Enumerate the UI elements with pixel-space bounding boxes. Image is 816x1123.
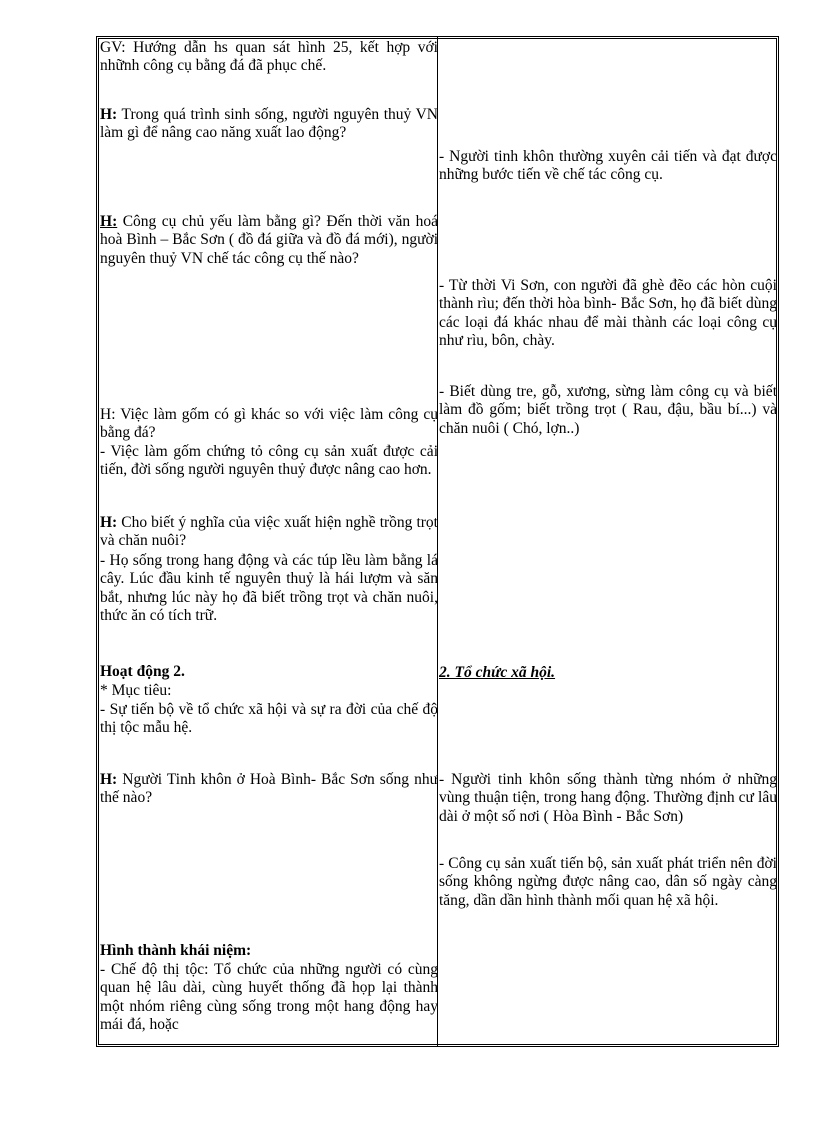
activity-title-text: Hoạt động 2. [100, 663, 185, 680]
section-2-heading [439, 664, 777, 682]
answer-3 [100, 443, 438, 480]
question-3-text: H: Việc làm gốm có gì khác so với việc làm công cụ bằng đá? [100, 406, 438, 442]
answer-4-text: - Họ sống trong hang động và các túp lều làm bằng lá cây. Lúc đầu kinh tế nguyên thuỷ là hái lượm và săn bắt, nhưng lúc này họ đã biết trồng trọt và chăn nuôi, thức ăn có tích trữ. [100, 552, 438, 624]
concept-title [100, 942, 438, 960]
answer-4 [100, 552, 438, 625]
answer-2a-text: - Từ thời Vi Sơn, con người đã ghè đẽo các hòn cuội thành rìu; đến thời hòa bình- Bắc Sơn, họ đã biết dùng các loại đá khác nhau để mài thành các loại công cụ như rìu, bôn, chày. [439, 277, 777, 349]
answer-5b-text: - Công cụ sản xuất tiến bộ, sản xuất phát triển nên đời sống không ngừng được nâng cao, dân số ngày càng tăng, dần dần hình thành mối quan hệ xã hội. [439, 855, 777, 909]
goal-label [100, 682, 438, 700]
concept-definition [100, 961, 438, 1034]
answer-2b [439, 383, 777, 438]
answer-2a [439, 277, 777, 350]
question-3 [100, 406, 438, 443]
question-4-label: H: [100, 514, 118, 531]
question-2-colon: : [112, 213, 118, 230]
question-5-label: H: [100, 771, 118, 788]
answer-5b [439, 855, 777, 910]
teacher-instruction [100, 39, 438, 76]
question-2-text: Công cụ chủ yếu làm bằng gì? Đến thời văn hoá hoà Bình – Bắc Sơn ( đồ đá giữa và đồ đá mới), người nguyên thuỷ VN chế tác công cụ thế nào? [100, 213, 438, 267]
activity-title [100, 663, 438, 681]
goal-text [100, 701, 438, 738]
question-2 [100, 213, 438, 268]
answer-2b-text: - Biết dùng tre, gỗ, xương, sừng làm công cụ và biết làm đồ gốm; biết trồng trọt ( Rau, đậu, bầu bí...) và chăn nuôi ( Chó, lợn..) [439, 383, 777, 437]
lesson-table [96, 36, 779, 1047]
answer-5a [439, 771, 777, 826]
question-1-label: H: [100, 106, 118, 123]
answer-3-text: - Việc làm gốm chứng tỏ công cụ sản xuất được cải tiến, đời sống người nguyên thuỷ được nâng cao hơn. [100, 443, 438, 479]
answer-5a-text: - Người tinh khôn sống thành từng nhóm ở những vùng thuận tiện, trong hang động. Thường định cư lâu dài ở một số nơi ( Hòa Bình - Bắc Sơn) [439, 771, 777, 825]
question-1-text: Trong quá trình sinh sống, người nguyên thuỷ VN làm gì để nâng cao năng xuất lao động? [100, 106, 438, 142]
goal-label-text: * Mục tiêu: [100, 682, 172, 699]
concept-title-text: Hình thành khái niệm: [100, 942, 252, 959]
student-column [439, 37, 777, 1046]
teacher-instruction-text: GV: Hướng dẫn hs quan sát hình 25, kết hợp với nhữnh công cụ bằng đá đã phục chế. [100, 39, 438, 75]
question-4 [100, 514, 438, 551]
question-5 [100, 771, 438, 808]
answer-1-text: - Người tinh khôn thường xuyên cải tiến và đạt được những bước tiến về chế tác công cụ. [439, 148, 777, 184]
answer-1 [439, 148, 777, 185]
question-4-text: Cho biết ý nghĩa của việc xuất hiện nghề trồng trọt và chăn nuôi? [100, 514, 438, 550]
section-2-heading-text: 2. Tổ chức xã hội. [439, 664, 556, 681]
question-5-text: Người Tinh khôn ở Hoà Bình- Bắc Sơn sống như thế nào? [100, 771, 438, 807]
question-2-label: H [100, 213, 113, 230]
goal-text-content: - Sự tiến bộ về tổ chức xã hội và sự ra đời của chế độ thị tộc mẫu hệ. [100, 701, 438, 737]
question-1 [100, 106, 438, 143]
concept-definition-text: - Chế độ thị tộc: Tổ chức của những người có cùng quan hệ lâu dài, cùng huyết thống đã họp lại thành một nhóm riêng cùng sống trong một hang động hay mái đá, hoặc [100, 961, 438, 1033]
teacher-column [100, 37, 438, 1046]
